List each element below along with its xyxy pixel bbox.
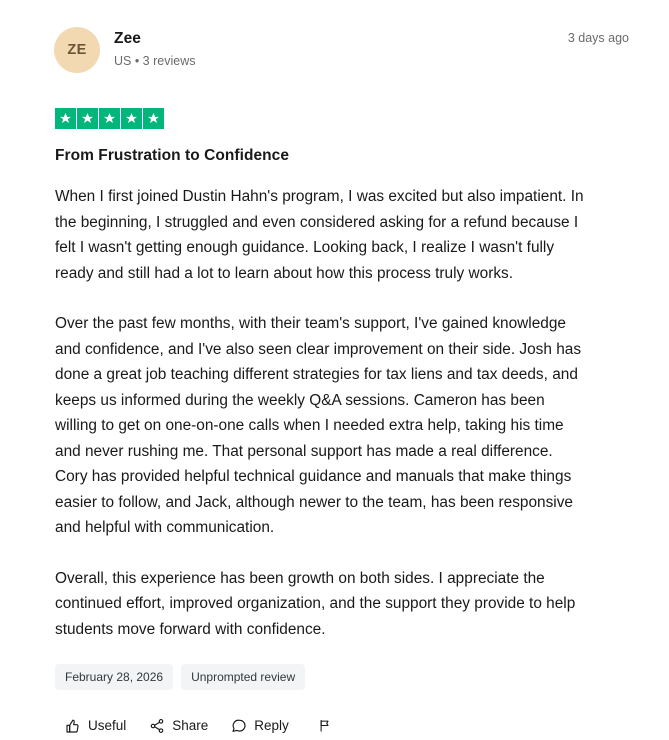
- star-icon: [99, 108, 120, 129]
- flag-icon: [317, 717, 334, 734]
- review-title: From Frustration to Confidence: [55, 147, 289, 164]
- useful-button[interactable]: [54, 711, 136, 740]
- review-paragraph: When I first joined Dustin Hahn's program, I was excited but also impatient. In the beginning, I struggled and even considered asking for a refund because I felt I wasn't getting enough guidance. Looking back, I realize I wasn't fully ready and still had a lot to learn about how this process truly works.: [55, 188, 584, 282]
- review-body: [55, 184, 587, 642]
- share-label: Share: [172, 718, 209, 733]
- review-header: [54, 26, 629, 84]
- thumbs-up-icon: [64, 717, 81, 734]
- share-button[interactable]: [138, 711, 218, 740]
- reply-label: Reply: [254, 718, 289, 733]
- date-of-experience-tag: February 28, 2026: [55, 664, 173, 690]
- star-icon: [77, 108, 98, 129]
- author-meta: US • 3 reviews: [114, 54, 196, 68]
- tag-row: [55, 664, 629, 690]
- author-block: [114, 26, 195, 70]
- review-date: 3 days ago: [567, 31, 629, 45]
- unprompted-review-tag: Unprompted review: [181, 664, 305, 690]
- star-icon: [143, 108, 164, 129]
- report-button[interactable]: [309, 711, 342, 740]
- review-actions: [54, 711, 629, 740]
- useful-label: Useful: [88, 718, 127, 733]
- reply-icon: [230, 717, 247, 734]
- reply-button[interactable]: [220, 711, 299, 740]
- rating-stars: [55, 108, 629, 129]
- star-icon: [55, 108, 76, 129]
- author-name[interactable]: Zee: [114, 30, 142, 47]
- review-paragraph: Overall, this experience has been growth on both sides. I appreciate the continued effort, improved organization, and the support they provide to help students move forward with confidence.: [55, 569, 576, 638]
- avatar[interactable]: ZE: [54, 27, 100, 73]
- review-paragraph: Over the past few months, with their team's support, I've gained knowledge and confidence, and I've also seen clear improvement on their side. Josh has done a great job teaching different strategies for tax liens and tax deeds, and keeps us informed during the weekly Q&A sessions. Cameron has been willing to get on one-on-one calls when I needed extra help, taking his time and never rushing me. That personal support has made a real difference. Cory has provided helpful technical guidance and manuals that make things easier to follow, and Jack, although newer to the team, has been responsive and helpful with communication.: [55, 315, 582, 536]
- star-icon: [121, 108, 142, 129]
- share-icon: [148, 717, 165, 734]
